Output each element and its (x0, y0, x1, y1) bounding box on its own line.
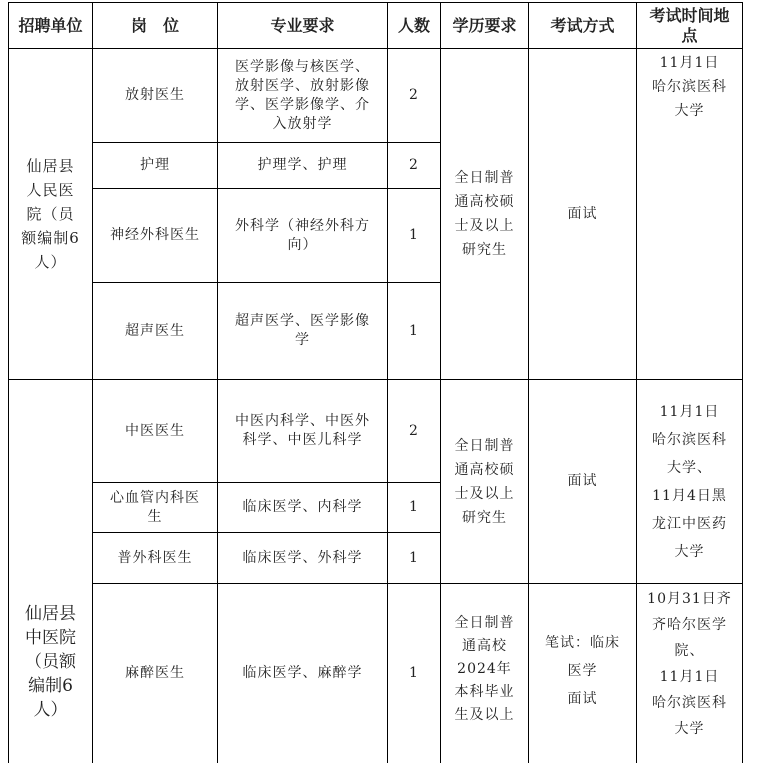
major-cell: 临床医学、麻醉学 (242, 665, 363, 681)
education-tcm-hospital-b: 全日制普通高校2024年本科毕业生及以上 (454, 615, 515, 723)
post-cell: 心血管内科医生 (110, 489, 200, 525)
header-count: 人数 (397, 16, 430, 35)
count-cell: 1 (409, 499, 419, 515)
post-cell: 放射医生 (125, 87, 185, 103)
exam-method-people-hospital: 面试 (567, 205, 598, 222)
major-cell: 超声医学、医学影像学 (235, 313, 370, 348)
unit-people-hospital: 仙居县人民医院（员额编制6人） (21, 157, 80, 271)
header-education: 学历要求 (452, 16, 517, 35)
exam-method-tcm-hospital-b: 笔试：临床医学 面试 (545, 635, 620, 707)
count-cell: 1 (409, 549, 419, 566)
major-cell: 临床医学、内科学 (242, 499, 363, 515)
exam-method-tcm-hospital-a: 面试 (567, 473, 598, 489)
education-people-hospital: 全日制普通高校硕士及以上研究生 (454, 170, 515, 258)
major-cell: 外科学（神经外科方向） (235, 217, 370, 253)
major-cell: 医学影像与核医学、放射医学、放射影像学、医学影像学、介入放射学 (235, 58, 370, 132)
count-cell: 1 (409, 665, 419, 681)
header-post: 岗 位 (130, 16, 179, 35)
header-major: 专业要求 (270, 16, 335, 35)
post-cell: 中医医生 (125, 422, 185, 439)
header-unit: 招聘单位 (18, 16, 83, 35)
count-cell: 2 (409, 157, 419, 173)
exam-time-place-people-hospital: 11月1日 哈尔滨医科大学 (652, 55, 727, 119)
header-exam-time-place: 考试时间地点 (649, 5, 730, 45)
major-cell: 护理学、护理 (257, 157, 348, 173)
post-cell: 神经外科医生 (110, 227, 200, 243)
count-cell: 1 (409, 322, 419, 339)
exam-time-place-tcm-hospital-b: 10月31日齐齐哈尔医学院、 11月1日 哈尔滨医科大学 (647, 591, 732, 737)
count-cell: 2 (409, 87, 419, 103)
count-cell: 2 (409, 422, 419, 439)
major-cell: 临床医学、外科学 (242, 549, 363, 566)
exam-time-place-tcm-hospital-a: 11月1日 哈尔滨医科大学、 11月4日黑龙江中医药大学 (652, 403, 727, 560)
post-cell: 麻醉医生 (125, 665, 185, 681)
education-tcm-hospital-a: 全日制普通高校硕士及以上研究生 (454, 437, 515, 526)
unit-tcm-hospital: 仙居县中医院（员额编制6人） (25, 604, 76, 720)
header-exam-method: 考试方式 (550, 16, 615, 35)
count-cell: 1 (409, 227, 419, 243)
post-cell: 护理 (140, 157, 170, 173)
post-cell: 普外科医生 (117, 549, 193, 566)
major-cell: 中医内科学、中医外科学、中医儿科学 (235, 413, 370, 448)
post-cell: 超声医生 (125, 322, 185, 339)
